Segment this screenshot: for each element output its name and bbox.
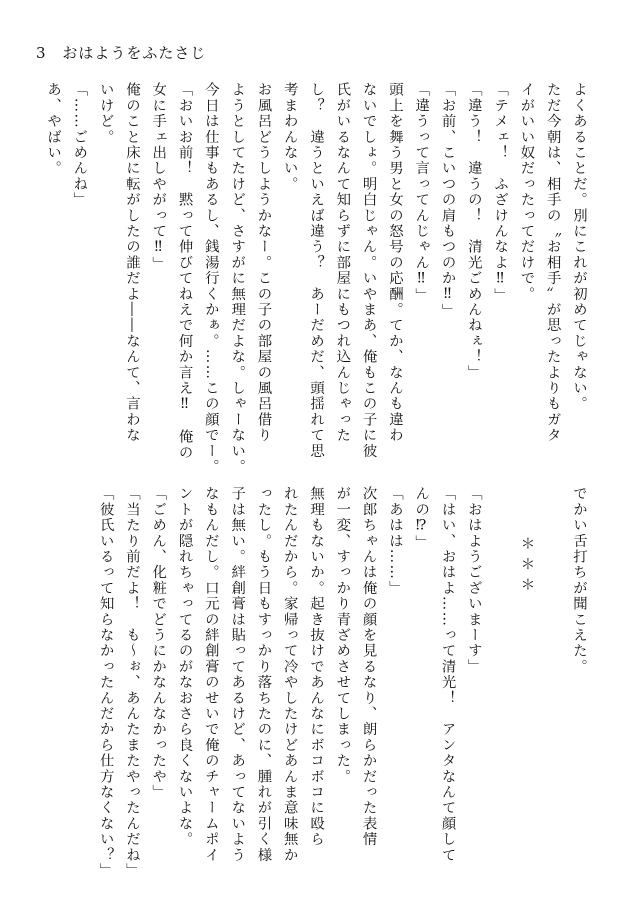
text-line: し？ 違うといえば違う？ あーだめだ、頭揺れて思 xyxy=(308,82,325,459)
page-number: 3 xyxy=(36,44,47,62)
text-line: ないでしょ。明白じゃん。いやまあ、俺もこの子に彼 xyxy=(360,82,377,459)
text-line: 考まわんない。 xyxy=(281,82,298,192)
text-line: 「彼氏いるって知らなかったんだから仕方なくない？」 xyxy=(97,486,114,879)
text-line: んの⁉」 xyxy=(413,486,430,551)
text-line: 「おいお前！ 黙って伸びてねえで何か言え‼ 俺の xyxy=(176,82,193,461)
text-line: 「おはようございまーす」 xyxy=(465,486,482,675)
text-line: いけど。 xyxy=(97,82,114,145)
text-line: ントが隠れちゃってるのがなおさら良くないよな。 xyxy=(176,486,193,848)
text-line: 今日は仕事もあるし、銭湯行くかぁ。……この顔でー。 xyxy=(202,82,219,475)
text-line: 「ごめん、化粧でどうにかなんなかったや」 xyxy=(150,486,167,800)
lower-text-block xyxy=(72,486,592,879)
text-line: ったし。もう日もすっかり落ちたのに、腫れが引く様 xyxy=(255,486,272,863)
text-line: 無理もないか。起き抜けであんなにボコボコに殴ら xyxy=(308,486,325,848)
text-line: なもんだし。口元の絆創膏のせいで俺のチャームポイ xyxy=(202,486,219,863)
text-line xyxy=(539,486,565,854)
text-line: 「テメェ！ ふざけんなよ‼」 xyxy=(492,82,509,304)
text-line: 子は無い。絆創膏は貼ってあるけど、あってないよう xyxy=(229,486,246,863)
section-break: ＊＊＊ xyxy=(518,536,535,598)
text-line: イがいい奴だったってだけで。 xyxy=(518,82,535,302)
text-line: 氏がいるなんて知らずに部屋にもつれ込んじゃった xyxy=(334,82,351,444)
text-line: 「違うって言ってんじゃん‼」 xyxy=(413,82,430,304)
text-line: お風呂どうしようかなー。この子の部屋の風呂借り xyxy=(255,82,272,444)
text-line: 「当たり前だよ！ も～ぉ、あんたまたやったんだね」 xyxy=(123,486,140,879)
chapter-title: おはようをふたさじ xyxy=(62,44,207,62)
text-line: よくあることだ。別にこれが初めてじゃない。 xyxy=(571,82,587,412)
text-line: れたんだから。家帰って冷やしたけどあんま意味無か xyxy=(281,486,298,863)
text-line: 「はい、おはよ……って清光！ アンタなんて顔して xyxy=(439,486,456,863)
text-line: 「あはは……」 xyxy=(386,486,403,596)
text-line xyxy=(487,486,513,854)
text-line: が一変、すっかり青ざめさせてしまった。 xyxy=(334,486,351,785)
text-line: ただ今朝は、相手の〝お相手〟が思ったよりもガタ xyxy=(544,82,561,444)
text-line: 俺のこと床に転がしたの誰だよ――なんて、言わな xyxy=(123,82,140,444)
text-line: 「違う！ 違うの！ 清光ごめんねぇ！」 xyxy=(465,82,482,381)
text-line: あ、やばい。 xyxy=(45,82,62,177)
text-line: 次郎ちゃんは俺の顔を見るなり、朗らかだった表情 xyxy=(360,486,377,848)
text-line: 「お前、こいつの肩もつのか‼」 xyxy=(439,82,456,320)
text-line: でかい舌打ちが聞こえた。 xyxy=(571,486,587,675)
running-head xyxy=(36,46,206,61)
text-line: 女に手ェ出しやがって‼」 xyxy=(150,82,167,272)
text-line: 「……ごめんね」 xyxy=(71,82,88,208)
text-line: 頭上を舞う男と女の怒号の応酬。てか、なんも違わ xyxy=(386,82,403,444)
upper-text-block xyxy=(45,82,592,475)
text-line: ようとしてたけど、さすがに無理だよな。しゃーない。 xyxy=(229,82,246,475)
